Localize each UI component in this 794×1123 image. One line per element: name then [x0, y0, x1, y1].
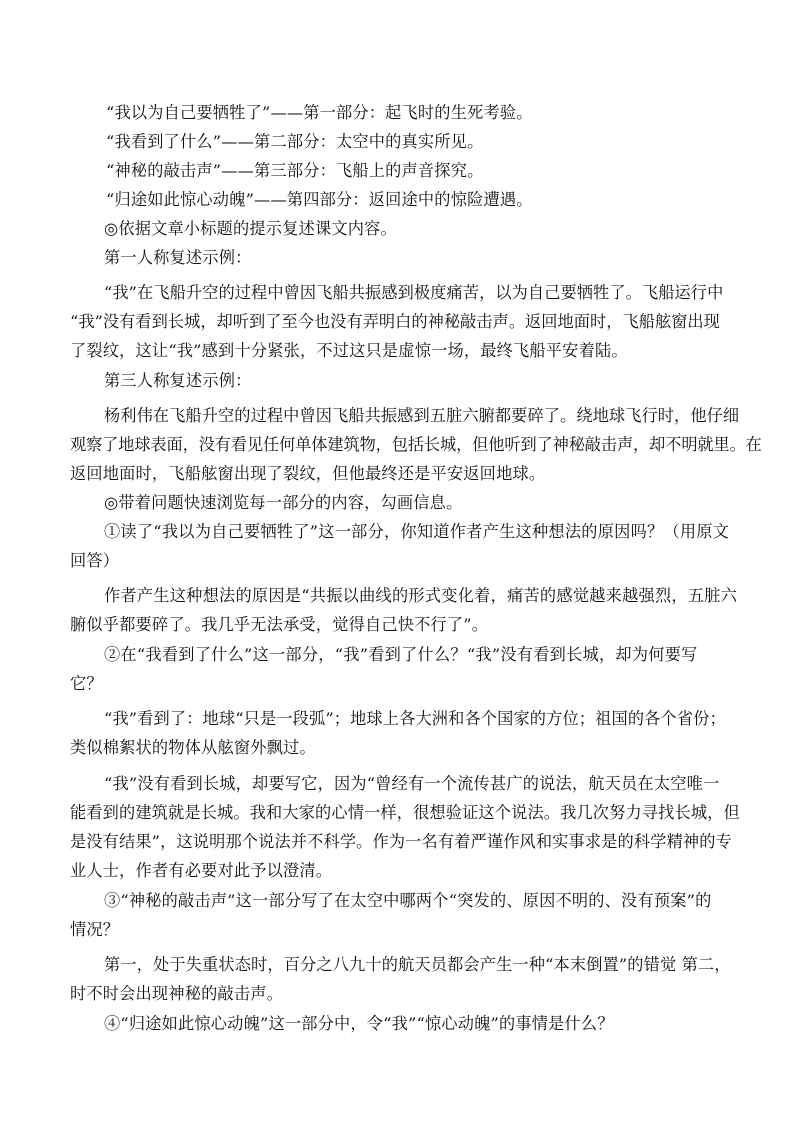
first-person-heading: 第一人称复述示例：	[104, 248, 252, 267]
question-3-line-1: ③“神秘的敲击声”这一部分写了在太空中哪两个“突发的、原因不明的、没有预案”的	[104, 891, 712, 910]
question-2-line-1: ②在“我看到了什么”这一部分，“我”看到了什么？“我”没有看到长城，却为何要写	[104, 645, 698, 664]
subtitle-line-2: “我看到了什么”——第二部分：太空中的真实所见。	[106, 132, 484, 151]
answer-2a-line-2: 类似棉絮状的物体从舷窗外飘过。	[70, 738, 316, 757]
first-person-text-line-2: “我”没有看到长城，却听到了至今也没有弄明白的神秘敲击声。返回地面时，飞船舷窗出现	[70, 312, 720, 331]
answer-2b-line-2: 能看到的建筑就是长城。我和大家的心情一样，很想验证这个说法。我几次努力寻找长城，但	[70, 803, 740, 822]
first-person-text-line-3: 了裂纹，这让“我”感到十分紧张，不过这只是虚惊一场，最终飞船平安着陆。	[70, 341, 628, 360]
third-person-text-line-1: 杨利伟在飞船升空的过程中曾因飞船共振感到五脏六腑都要碎了。绕地球飞行时，他仔细	[104, 406, 740, 425]
answer-1-line-2: 腑似乎都要碎了。我几乎无法承受，觉得自己快不行了”。	[70, 615, 489, 634]
third-person-text-line-2: 观察了地球表面，没有看见任何单体建筑物，包括长城，但他听到了神秘敲击声，却不明就里。在	[70, 435, 762, 454]
subtitle-line-4: “归途如此惊心动魄”——第四部分：返回途中的惊险遭遇。	[106, 190, 533, 209]
instruction-browse: ◎带着问题快速浏览每一部分的内容，勾画信息。	[104, 493, 463, 512]
answer-3-line-2: 时不时会出现神秘的敲击声。	[70, 984, 284, 1003]
subtitle-line-1: “我以为自己要牺牲了”——第一部分：起飞时的生死考验。	[106, 103, 533, 122]
question-1-line-1: ①读了“我以为自己要牺牲了”这一部分，你知道作者产生这种想法的原因吗？（用原文	[104, 522, 730, 541]
question-3-line-2: 情况？	[70, 920, 120, 939]
answer-2b-line-3: 是没有结果”，这说明那个说法并不科学。作为一名有着严谨作风和实事求是的科学精神的专	[70, 832, 732, 851]
first-person-text-line-1: “我”在飞船升空的过程中曾因飞船共振感到极度痛苦，以为自己要牺牲了。飞船运行中	[104, 283, 724, 302]
question-2-line-2: 它？	[70, 674, 103, 693]
instruction-retell: ◎依据文章小标题的提示复述课文内容。	[104, 219, 397, 238]
answer-3-line-1: 第一，处于失重状态时，百分之八九十的航天员都会产生一种“本末倒置”的错觉 第二，	[104, 955, 731, 974]
third-person-heading: 第三人称复述示例：	[104, 371, 252, 390]
question-4: ④“归途如此惊心动魄”这一部分中，令“我”“惊心动魄”的事情是什么？	[104, 1014, 614, 1033]
answer-2b-line-1: “我”没有看到长城，却要写它，因为“曾经有一个流传甚广的说法，航天员在太空唯一	[104, 774, 720, 793]
question-1-line-2: 回答）	[70, 551, 120, 570]
third-person-text-line-3: 返回地面时，飞船舷窗出现了裂纹，但他最终还是平安返回地球。	[70, 464, 546, 483]
answer-2b-line-4: 业人士，作者有必要对此予以澄清。	[70, 861, 333, 880]
answer-2a-line-1: “我”看到了：地球“只是一段弧”；地球上各大洲和各个国家的方位；祖国的各个省份；	[104, 709, 726, 728]
answer-1-line-1: 作者产生这种想法的原因是“共振以曲线的形式变化着，痛苦的感觉越来越强烈，五脏六	[104, 586, 738, 605]
subtitle-line-3: “神秘的敲击声”——第三部分：飞船上的声音探究。	[106, 161, 484, 180]
